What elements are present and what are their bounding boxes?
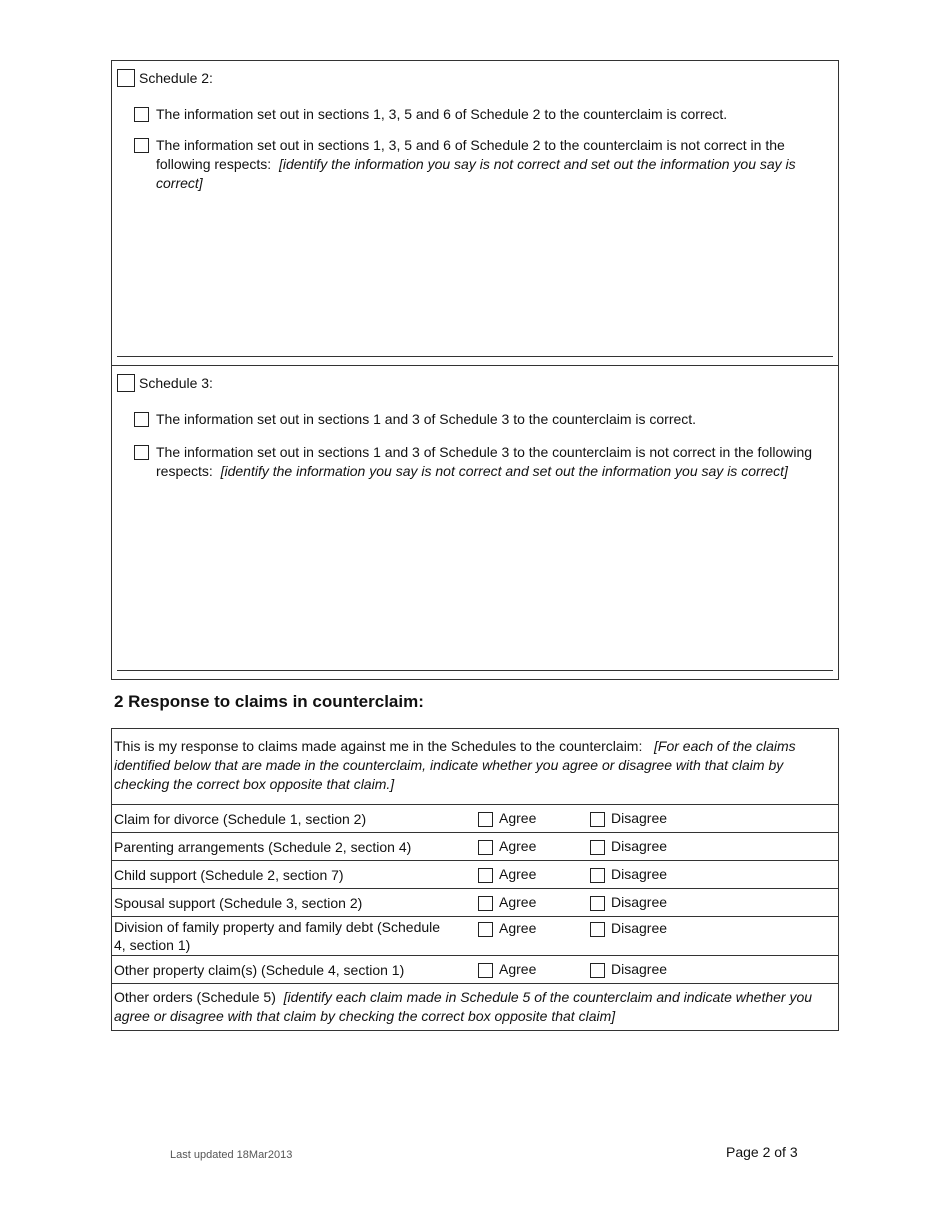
disagree-option[interactable] [588, 833, 839, 861]
disagree-label: Disagree [611, 920, 668, 936]
schedule2-incorrect-label: The information set out in sections 1, 3, 5 and 6 of Schedule 2 to the counterclaim is not correct in the following respects: [identify the information you say is not correct and set out the information you say is correct] [156, 137, 796, 191]
claim-label: Parenting arrangements (Schedule 2, section 4) [112, 833, 477, 861]
schedule3-correct-checkbox[interactable] [134, 412, 149, 427]
schedule3-incorrect-label: The information set out in sections 1 and 3 of Schedule 3 to the counterclaim is not correct in the following respects: [identify the information you say is not correct and set out the information you say is correct] [156, 444, 813, 479]
disagree-option[interactable] [588, 956, 839, 984]
schedule3-incorrect-instruction: [identify the information you say is not correct and set out the information you say is correct] [220, 463, 788, 479]
disagree-option[interactable] [588, 861, 839, 889]
agree-option[interactable] [476, 917, 588, 956]
schedule2-option-incorrect[interactable] [134, 136, 816, 193]
agree-label: Agree [499, 810, 537, 827]
other-orders-label: Other orders (Schedule 5) [114, 989, 276, 1005]
agree-label: Agree [499, 866, 537, 883]
disagree-checkbox[interactable] [590, 868, 605, 883]
claim-row [112, 805, 839, 833]
other-orders-instruction: [identify each claim made in Schedule 5 of the counterclaim and indicate whether you agree or disagree with that claim by checking the correct box opposite that claim] [114, 989, 813, 1024]
disagree-label: Disagree [611, 810, 668, 827]
claim-label: Other property claim(s) (Schedule 4, section 1) [112, 956, 477, 984]
schedule3-heading[interactable] [117, 374, 213, 392]
schedule2-answer-line[interactable] [117, 356, 833, 357]
schedule3-incorrect-checkbox[interactable] [134, 445, 149, 460]
agree-option[interactable] [476, 956, 588, 984]
disagree-option[interactable] [588, 917, 839, 956]
agree-option[interactable] [476, 805, 588, 833]
schedule3-box [111, 365, 839, 680]
schedule2-correct-label: The information set out in sections 1, 3, 5 and 6 of Schedule 2 to the counterclaim is correct. [156, 106, 728, 122]
claim-row [112, 833, 839, 861]
intro-instruction: [For each of the claims identified below that are made in the counterclaim, indicate whether you agree or disagree with that claim by checking the correct box opposite that claim.] [114, 738, 796, 792]
agree-label: Agree [499, 920, 537, 936]
claim-row [112, 956, 839, 984]
section2-title: 2 Response to claims in counterclaim: [114, 692, 424, 711]
response-table [111, 728, 839, 1031]
claim-label: Spousal support (Schedule 3, section 2) [112, 889, 477, 917]
schedule2-incorrect-checkbox[interactable] [134, 138, 149, 153]
disagree-label: Disagree [611, 961, 668, 978]
agree-checkbox[interactable] [478, 840, 493, 855]
disagree-label: Disagree [611, 838, 668, 855]
claim-label: Child support (Schedule 2, section 7) [112, 861, 477, 889]
page-number: Page 2 of 3 [726, 1144, 798, 1160]
disagree-option[interactable] [588, 889, 839, 917]
claim-label: Division of family property and family debt (Schedule 4, section 1) [112, 917, 477, 956]
agree-option[interactable] [476, 861, 588, 889]
disagree-label: Disagree [611, 866, 668, 883]
schedule2-incorrect-instruction: [identify the information you say is not correct and set out the information you say is correct] [156, 156, 796, 191]
disagree-checkbox[interactable] [590, 922, 605, 937]
agree-label: Agree [499, 961, 537, 978]
schedule2-heading-label: Schedule 2: [139, 70, 213, 86]
agree-label: Agree [499, 894, 537, 911]
last-updated: Last updated 18Mar2013 [170, 1149, 293, 1161]
schedule2-checkbox[interactable] [117, 69, 135, 87]
claim-label: Claim for divorce (Schedule 1, section 2) [112, 805, 477, 833]
disagree-checkbox[interactable] [590, 812, 605, 827]
intro-text: This is my response to claims made against me in the Schedules to the counterclaim: [114, 738, 643, 754]
agree-checkbox[interactable] [478, 812, 493, 827]
agree-checkbox[interactable] [478, 868, 493, 883]
agree-checkbox[interactable] [478, 896, 493, 911]
schedule2-correct-checkbox[interactable] [134, 107, 149, 122]
agree-option[interactable] [476, 889, 588, 917]
schedule3-heading-label: Schedule 3: [139, 375, 213, 391]
agree-checkbox[interactable] [478, 922, 493, 937]
agree-option[interactable] [476, 833, 588, 861]
schedule2-heading[interactable] [117, 69, 213, 87]
schedule3-correct-label: The information set out in sections 1 and 3 of Schedule 3 to the counterclaim is correct. [156, 411, 697, 427]
claim-row [112, 861, 839, 889]
schedule2-box [111, 60, 839, 366]
claim-row [112, 917, 839, 956]
agree-label: Agree [499, 838, 537, 855]
schedule3-option-incorrect[interactable] [134, 443, 816, 481]
other-orders-cell [112, 984, 839, 1031]
claim-row [112, 889, 839, 917]
disagree-checkbox[interactable] [590, 963, 605, 978]
other-orders-row [112, 984, 839, 1031]
disagree-label: Disagree [611, 894, 668, 911]
schedule3-checkbox[interactable] [117, 374, 135, 392]
schedule3-answer-line[interactable] [117, 670, 833, 671]
disagree-checkbox[interactable] [590, 896, 605, 911]
agree-checkbox[interactable] [478, 963, 493, 978]
schedule2-option-correct[interactable] [134, 105, 816, 124]
intro-row [112, 729, 839, 805]
intro-cell [112, 729, 839, 805]
disagree-option[interactable] [588, 805, 839, 833]
disagree-checkbox[interactable] [590, 840, 605, 855]
schedule3-option-correct[interactable] [134, 410, 816, 429]
